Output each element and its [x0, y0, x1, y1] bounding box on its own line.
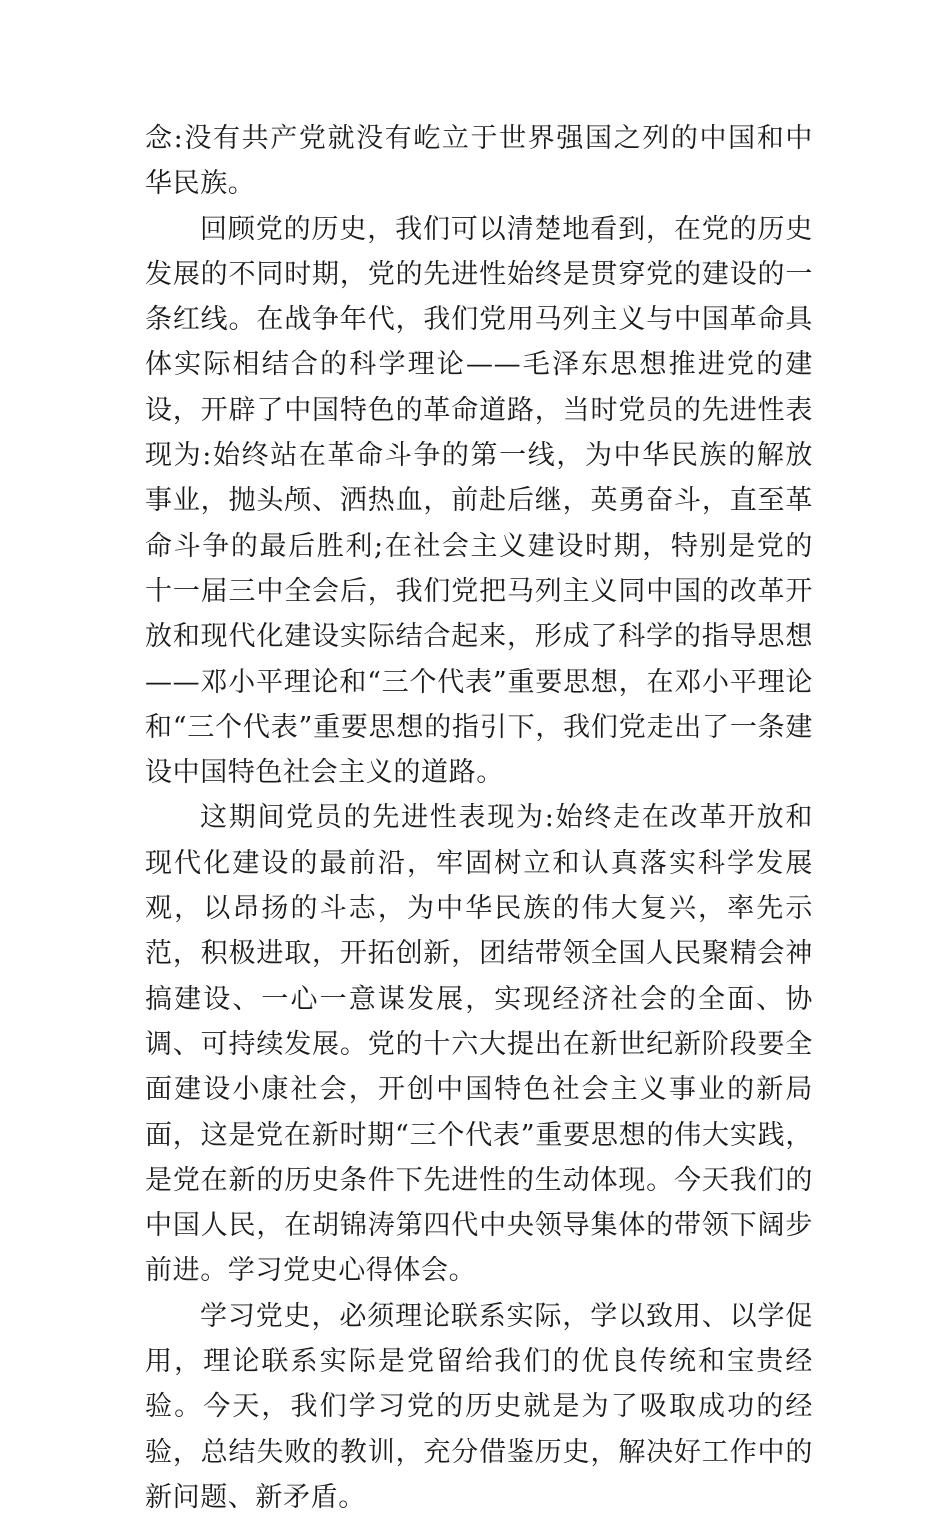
paragraph-study-practice: 学习党史，必须理论联系实际，学以致用、以学促用，理论联系实际是党留给我们的优良传统和宝贵经验。今天，我们学习党的历史就是为了吸取成功的经验，总结失败的教训，充分借鉴历史，解决好工作中的新问题、新矛盾。 [145, 1300, 813, 1513]
document-body [145, 116, 813, 1520]
paragraph-reform-era: 这期间党员的先进性表现为:始终走在改革开放和现代化建设的最前沿，牢固树立和认真落实科学发展观，以昂扬的斗志，为中华民族的伟大复兴，率先示范，积极进取，开拓创新，团结带领全国人民聚精会神搞建设、一心一意谋发展，实现经济社会的全面、协调、可持续发展。党的十六大提出在新世纪新阶段要全面建设小康社会，开创中国特色社会主义事业的新局面，这是党在新时期“三个代表”重要思想的伟大实践，是党在新的历史条件下先进性的生动体现。今天我们的中国人民，在胡锦涛第四代中央领导集体的带领下阔步前进。学习党史心得体会。 [145, 802, 813, 1287]
paragraph-party-history-review: 回顾党的历史，我们可以清楚地看到，在党的历史发展的不同时期，党的先进性始终是贯穿党的建设的一条红线。在战争年代，我们党用马列主义与中国革命具体实际相结合的科学理论——毛泽东思想推进党的建设，开辟了中国特色的革命道路，当时党员的先进性表现为:始终站在革命斗争的第一线，为中华民族的解放事业，抛头颅、洒热血，前赴后继，英勇奋斗，直至革命斗争的最后胜利;在社会主义建设时期，特别是党的十一届三中全会后，我们党把马列主义同中国的改革开放和现代化建设实际结合起来，形成了科学的指导思想——邓小平理论和“三个代表”重要思想，在邓小平理论和“三个代表”重要思想的指引下，我们党走出了一条建设中国特色社会主义的道路。 [145, 213, 813, 789]
paragraph-continued: 念:没有共产党就没有屹立于世界强国之列的中国和中华民族。 [145, 123, 813, 200]
